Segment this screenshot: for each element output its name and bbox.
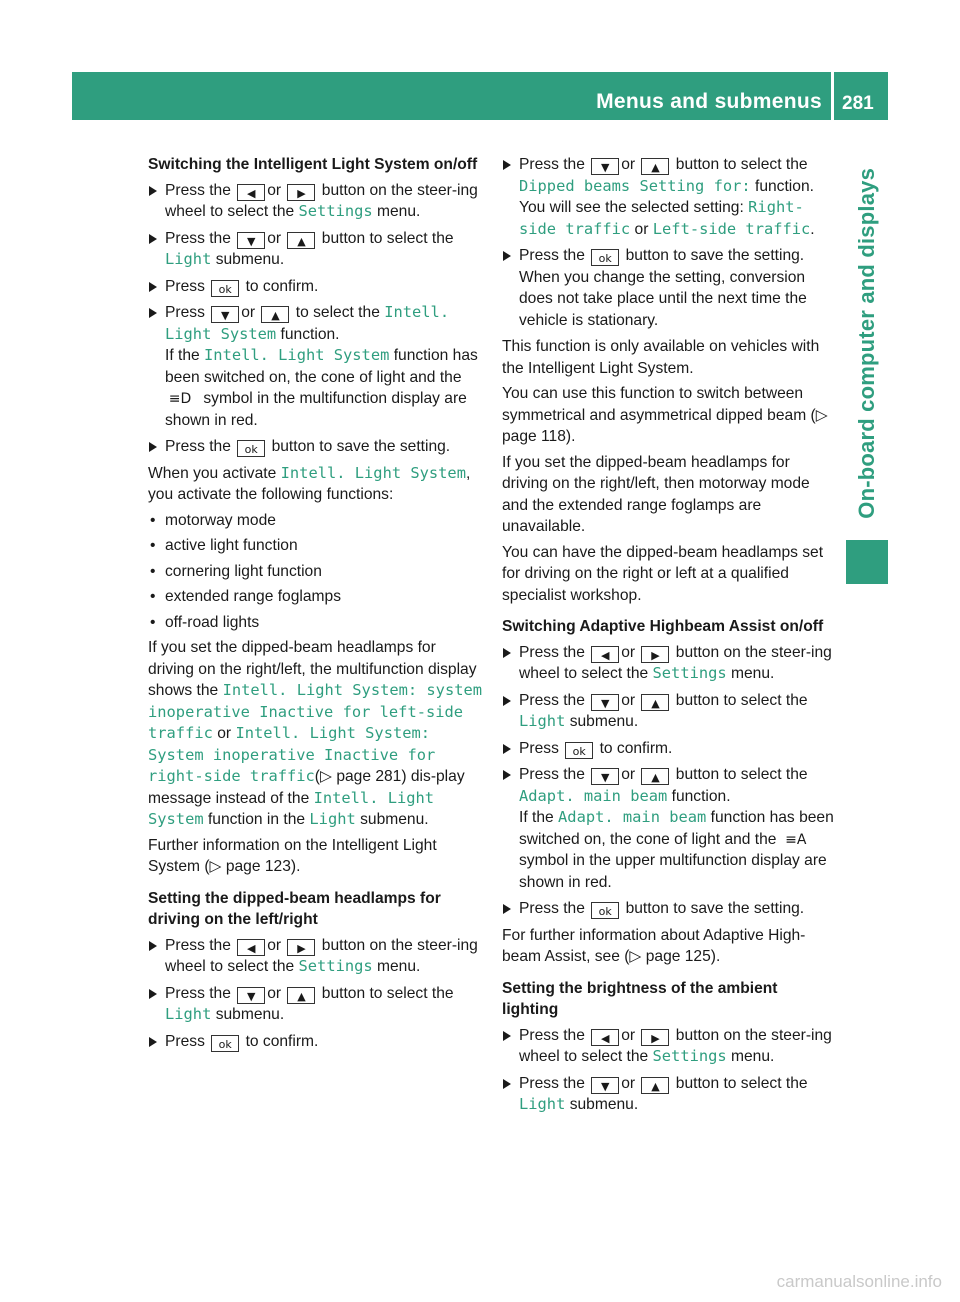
text: menu. — [731, 1048, 775, 1065]
chapter-tab-marker — [846, 540, 888, 584]
text: button on the steer-ing wheel to select the — [519, 643, 832, 682]
menu-term-light: Light — [519, 1095, 566, 1113]
text: symbol in the multifunction display are shown in red. — [165, 390, 467, 429]
text: submenu. — [360, 811, 429, 828]
up-arrow-key: ▲ — [641, 768, 669, 785]
text: or — [621, 691, 636, 709]
step-save — [502, 898, 836, 920]
text: Press the — [165, 936, 231, 954]
down-arrow-key: ▼ — [591, 158, 619, 175]
text: or — [621, 1026, 636, 1044]
step-select-settings — [148, 935, 482, 978]
heading-adaptive-highbeam: Switching Adaptive Highbeam Assist on/off — [502, 618, 824, 635]
text: or — [621, 643, 636, 661]
down-arrow-key: ▼ — [237, 987, 265, 1004]
paragraph-highbeam-info: For further information about Adaptive High-beam Assist, see (▷ page 125). — [502, 926, 806, 965]
display-message-left-traffic: Intell. Light System: system inoperative Inactive for left-side traffic — [148, 681, 483, 742]
right-arrow-key: ▶ — [287, 939, 315, 956]
text: submenu. — [215, 251, 285, 268]
menu-term-intell-light: Intell. Light System — [204, 346, 390, 364]
paragraph-unavailable: If you set the dipped-beam headlamps for driving on the right/left, then motorway mode and the extended range foglamps are unavailable. — [502, 453, 810, 535]
text: button on the steer-ing wheel to select the — [165, 181, 478, 220]
header-divider — [831, 72, 834, 120]
right-column — [502, 154, 836, 1121]
text: (▷ page 281) dis-play message instead of the — [148, 768, 465, 807]
text: button to save the setting. — [271, 438, 451, 455]
text: Press — [519, 739, 559, 757]
step-confirm — [502, 738, 836, 760]
text: Press the — [519, 766, 585, 783]
text: Press the — [519, 643, 585, 661]
text: Press — [165, 304, 205, 321]
up-arrow-key: ▲ — [641, 158, 669, 175]
text: You will see the selected setting: — [519, 199, 744, 216]
text: symbol in the upper multifunction display are shown in red. — [519, 852, 827, 891]
text: button on the steer-ing wheel to select the — [519, 1026, 832, 1065]
up-arrow-key: ▲ — [287, 232, 315, 249]
display-message-right-traffic: Intell. Light System: System inoperative Inactive for right-side traffic — [148, 724, 436, 785]
down-arrow-key: ▼ — [591, 768, 619, 785]
page-number: 281 — [842, 93, 874, 114]
ok-key: ok — [211, 280, 239, 297]
step-save — [502, 245, 836, 331]
text: or — [267, 936, 282, 954]
menu-term-light: Light — [165, 250, 212, 268]
text: function has been switched on, the cone of light and the — [165, 347, 478, 386]
step-select-settings — [148, 180, 482, 223]
menu-term-left-side-traffic: Left-side traffic — [652, 219, 811, 238]
list-item: • off-road lights — [148, 612, 482, 634]
ok-key: ok — [565, 742, 593, 759]
text: button to select the — [321, 229, 454, 247]
text: menu. — [377, 958, 421, 975]
right-arrow-key: ▶ — [641, 646, 669, 663]
text: Press the — [519, 691, 585, 709]
section-title: Menus and submenus — [596, 90, 822, 113]
menu-term-adapt-main-beam: Adapt. main beam — [519, 786, 668, 805]
text: button on the steer-ing wheel to select the — [165, 936, 478, 975]
up-arrow-key: ▲ — [261, 306, 289, 323]
list-item: • extended range foglamps — [148, 586, 482, 608]
paragraph-symmetric: You can use this function to switch between symmetrical and asymmetrical dipped beam (▷ page 118). — [502, 385, 828, 445]
text: Press the — [519, 1074, 585, 1092]
text: or — [621, 766, 636, 783]
text: to select the — [295, 304, 380, 321]
text: menu. — [731, 665, 775, 682]
down-arrow-key: ▼ — [211, 306, 239, 323]
left-arrow-key: ◀ — [591, 646, 619, 663]
text: to confirm. — [599, 739, 673, 757]
step-select-settings — [502, 1025, 836, 1068]
watermark: carmanualsonline.info — [776, 1272, 942, 1291]
adaptive-highbeam-icon: ≡A — [785, 831, 807, 848]
down-arrow-key: ▼ — [591, 1077, 619, 1094]
text: button to select the — [321, 984, 454, 1002]
step-select-light — [502, 690, 836, 733]
text: Press the — [165, 984, 231, 1002]
text: Press the — [165, 181, 231, 199]
menu-term-light: Light — [309, 810, 356, 828]
menu-term-intell-light: Intell. Light System — [148, 788, 435, 828]
ok-key: ok — [211, 1035, 239, 1052]
text: Press the — [165, 438, 231, 455]
menu-term-settings: Settings — [652, 1047, 727, 1065]
text: submenu. — [215, 1006, 285, 1023]
step-select-intell-light — [148, 302, 482, 431]
step-confirm — [148, 1031, 482, 1053]
left-arrow-key: ◀ — [237, 184, 265, 201]
text: Press — [165, 1032, 205, 1050]
down-arrow-key: ▼ — [591, 694, 619, 711]
left-arrow-key: ◀ — [591, 1029, 619, 1046]
list-item: • active light function — [148, 535, 482, 557]
text: submenu. — [569, 713, 639, 730]
text: function has been switched on, the cone of light and the — [519, 809, 834, 848]
text: function in the — [207, 811, 306, 828]
text: or — [621, 156, 636, 173]
text: menu. — [377, 203, 421, 220]
text: If you set the dipped-beam headlamps for driving on the right/left, the multifunction display shows the — [148, 639, 477, 699]
menu-term-dipped-beams: Dipped beams Setting for: — [519, 176, 751, 195]
text: button to select the — [675, 156, 808, 173]
paragraph-workshop: You can have the dipped-beam headlamps set for driving on the right or left at a qualified specialist workshop. — [502, 543, 824, 604]
step-select-adapt-main-beam — [502, 764, 836, 893]
chapter-label-text: On-board computer and displays — [854, 168, 879, 519]
heading-ambient-lighting: Setting the brightness of the ambient lighting — [502, 979, 778, 1018]
text: or — [267, 984, 282, 1002]
heading-dipped-beam: Setting the dipped-beam headlamps for driving on the left/right — [148, 889, 441, 928]
step-select-light — [148, 983, 482, 1026]
text: Press the — [165, 229, 231, 247]
text: function. — [671, 787, 731, 805]
list-item: • motorway mode — [148, 510, 482, 532]
step-save — [148, 436, 482, 458]
menu-term-light: Light — [165, 1005, 212, 1023]
menu-term-light: Light — [519, 712, 566, 730]
menu-term-intell-light: Intell. Light System — [280, 463, 466, 482]
text: submenu. — [569, 1096, 639, 1113]
text: When you activate — [148, 464, 277, 482]
list-item: • cornering light function — [148, 561, 482, 583]
text: or — [267, 229, 282, 247]
text: Press — [165, 277, 205, 295]
intelligent-light-icon: ≡D — [168, 391, 192, 407]
text: If the — [165, 347, 200, 364]
text: button to save the setting. — [625, 900, 805, 917]
text: or — [217, 725, 232, 742]
step-confirm — [148, 276, 482, 298]
up-arrow-key: ▲ — [641, 1077, 669, 1094]
text: Press the — [519, 900, 585, 917]
step-select-dipped-beams-setting — [502, 154, 836, 240]
text: or — [634, 220, 649, 238]
up-arrow-key: ▲ — [641, 694, 669, 711]
text: If the — [519, 809, 554, 826]
text: button to save the setting. When you change the setting, conversion does not take place until the next time the vehicle is stationary. — [519, 247, 807, 329]
paragraph-availability: This function is only available on vehicles with the Intelligent Light System. — [502, 338, 820, 377]
paragraph-further-info: Further information on the Intelligent Light System (▷ page 123). — [148, 836, 437, 875]
right-arrow-key: ▶ — [641, 1029, 669, 1046]
text: , you activate the following functions: — [148, 464, 471, 503]
text: Press the — [519, 247, 585, 264]
text: function. — [755, 177, 814, 195]
menu-term-settings: Settings — [652, 664, 727, 682]
text: to confirm. — [245, 277, 319, 295]
left-column — [148, 154, 482, 1057]
text: function. — [280, 325, 340, 343]
right-arrow-key: ▶ — [287, 184, 315, 201]
heading-intelligent-light: Switching the Intelligent Light System on/off — [148, 156, 478, 173]
step-select-settings — [502, 642, 836, 685]
text: . — [810, 220, 815, 238]
chapter-side-label — [846, 168, 888, 523]
text: to confirm. — [245, 1032, 319, 1050]
text: Press the — [519, 1026, 585, 1044]
step-select-light — [148, 228, 482, 271]
paragraph-display-message — [148, 637, 482, 831]
text: or — [621, 1074, 636, 1092]
text: Press the — [519, 156, 585, 173]
text: button to select the — [675, 1074, 808, 1092]
ok-key: ok — [591, 249, 619, 266]
down-arrow-key: ▼ — [237, 232, 265, 249]
menu-term-settings: Settings — [298, 202, 373, 220]
text: button to select the — [675, 691, 808, 709]
paragraph-activate — [148, 463, 482, 506]
menu-term-settings: Settings — [298, 957, 373, 975]
left-arrow-key: ◀ — [237, 939, 265, 956]
step-select-light — [502, 1073, 836, 1116]
menu-term-adapt-main-beam: Adapt. main beam — [558, 808, 707, 826]
text: button to select the — [675, 766, 808, 783]
menu-term-right-side-traffic: Right-side traffic — [519, 198, 804, 238]
up-arrow-key: ▲ — [287, 987, 315, 1004]
menu-term-intell-light: Intell. Light System — [165, 303, 450, 343]
text: or — [241, 304, 256, 321]
text: or — [267, 181, 282, 199]
ok-key: ok — [591, 902, 619, 919]
ok-key: ok — [237, 440, 265, 457]
